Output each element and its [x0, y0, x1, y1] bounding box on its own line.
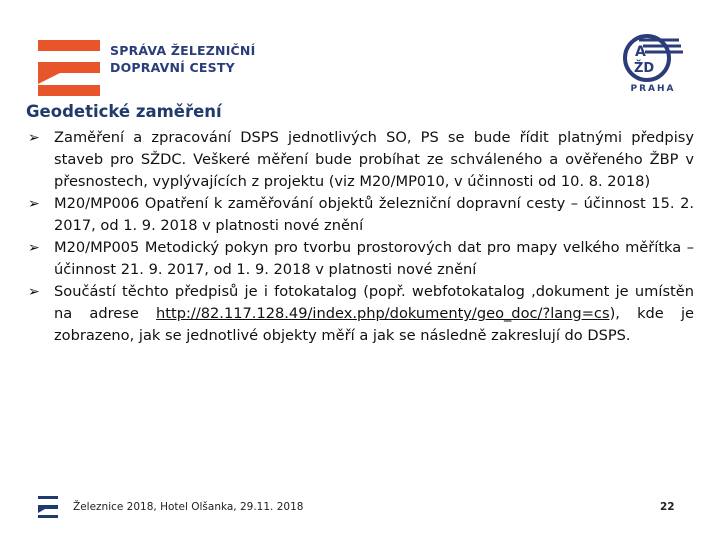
page-number: 22 — [660, 501, 675, 513]
logo-caption: PRAHA — [630, 84, 676, 94]
bullet-text: Zaměření a zpracování DSPS jednotlivých SO, PS se bude řídit platnými předpisy staveb pro SŽDC. Veškeré měření bude probíhat ze schváleného a ověřeného ŽBP v přesnostech, vyplývajících z projektu (viz M20/MP010, v účinnosti od 10. 8. 2018) — [54, 129, 694, 190]
bullet-text: M20/MP005 Metodický pokyn pro tvorbu prostorových dat pro mapy velkého měřítka – účinnost 21. 9. 2017, od 1. 9. 2018 v platnosti nové znění — [54, 239, 694, 278]
bullet-item — [28, 127, 694, 193]
szdc-small-logo-icon — [38, 496, 58, 518]
webfotokatalog-link[interactable]: http://82.117.128.49/index.php/dokumenty/geo_doc/?lang=cs — [156, 305, 610, 322]
bullet-item — [28, 237, 694, 281]
svg-text:A: A — [635, 44, 646, 60]
bullet-list — [28, 127, 694, 347]
page-title: Geodetické zaměření — [26, 102, 222, 121]
bullet-text: M20/MP006 Opatření k zaměřování objektů železniční dopravní cesty – účinnost 15. 2. 2017, od 1. 9. 2018 v platnosti nové znění — [54, 195, 694, 234]
szdc-logo-icon — [38, 40, 100, 96]
bullet-text-after-link: ), kde je zobrazeno, jak se jednotlivé objekty měří a jak se následně zakreslují do DSPS. — [54, 305, 695, 344]
bullet-text-before-link: Součástí těchto předpisů je i fotokatalog (popř. webfotokatalog ,dokument je umístěn na adrese — [54, 283, 694, 322]
organization-name — [110, 42, 255, 76]
footer-text: Železnice 2018, Hotel Olšanka, 29.11. 2018 — [73, 501, 304, 513]
arrow-bullet-icon: ➢ — [28, 240, 40, 256]
svg-text:ŽD: ŽD — [634, 61, 655, 76]
bullet-item — [28, 193, 694, 237]
arrow-bullet-icon: ➢ — [28, 130, 40, 146]
szdc-logo — [38, 40, 268, 96]
arrow-bullet-icon: ➢ — [28, 284, 40, 300]
organization-name-line1: SPRÁVA ŽELEZNIČNÍ — [110, 43, 256, 58]
bullet-item — [28, 281, 694, 347]
arrow-bullet-icon: ➢ — [28, 196, 40, 212]
organization-name-line2: DOPRAVNÍ CESTY — [110, 60, 235, 75]
